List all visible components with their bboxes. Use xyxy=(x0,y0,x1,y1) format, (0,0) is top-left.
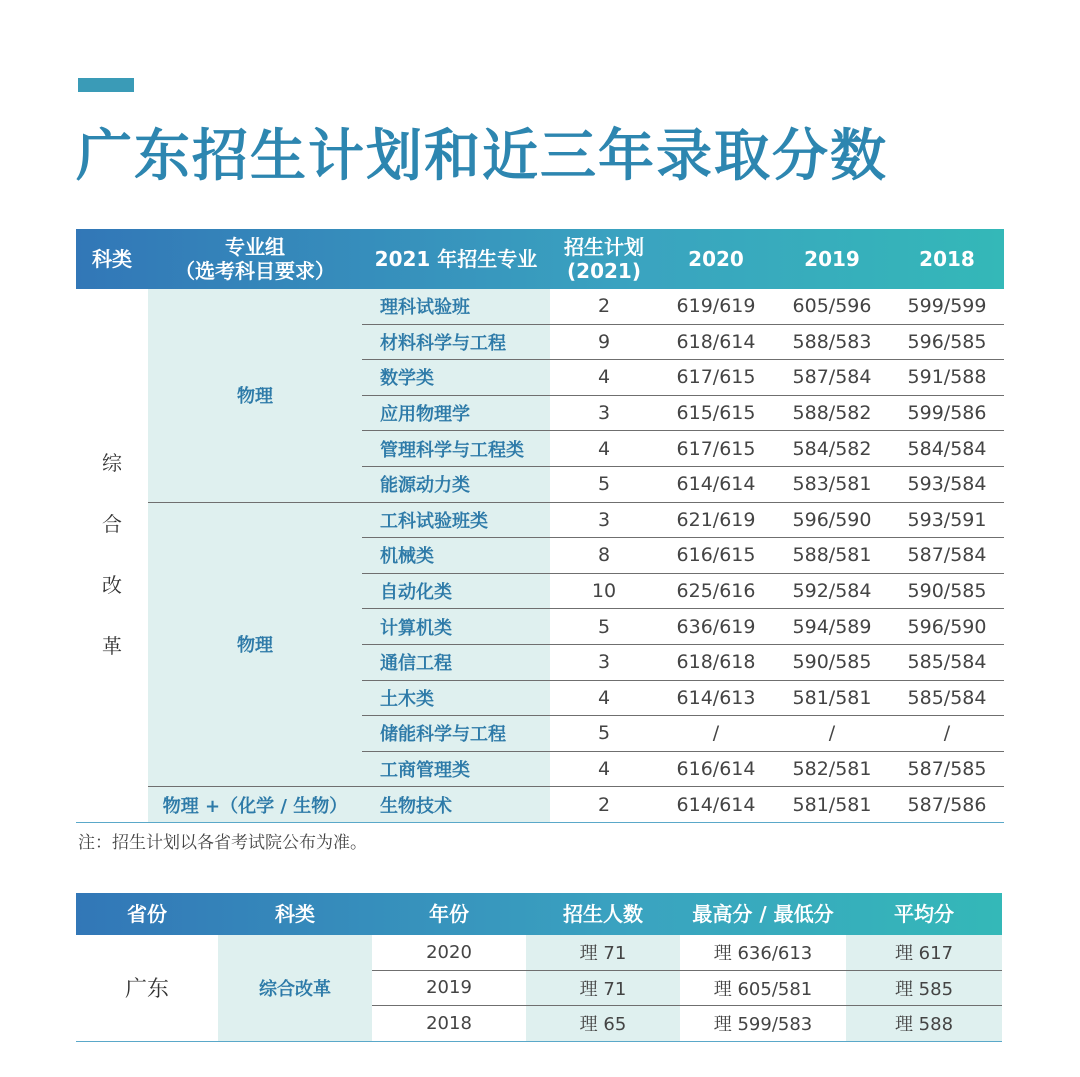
footnote: 注：招生计划以各省考试院公布为准。 xyxy=(78,833,367,853)
summary-year-cell: 2018 xyxy=(372,1006,526,1042)
header-year-2020: 2020 xyxy=(688,247,744,271)
score-2018-cell: 587/586 xyxy=(890,787,1004,823)
major-name-cell: 管理科学与工程类 xyxy=(362,431,550,467)
score-2018-cell: 585/584 xyxy=(890,680,1004,716)
header-year-2018: 2018 xyxy=(919,247,975,271)
major-name-cell: 储能科学与工程 xyxy=(362,716,550,752)
major-name-cell: 计算机类 xyxy=(362,609,550,645)
major-name-cell: 应用物理学 xyxy=(362,395,550,431)
score-2019-cell: / xyxy=(774,716,890,752)
major-name-cell: 理科试验班 xyxy=(362,289,550,324)
score-2018-cell: 587/584 xyxy=(890,538,1004,574)
score-2019-cell: 605/596 xyxy=(774,289,890,324)
summary-header-category: 科类 xyxy=(275,902,315,926)
summary-max-min-cell: 理 599/583 xyxy=(680,1006,846,1042)
score-2019-cell: 588/582 xyxy=(774,395,890,431)
summary-header-max-min: 最高分 / 最低分 xyxy=(692,902,834,926)
table-row xyxy=(76,502,1004,538)
score-2020-cell: 617/615 xyxy=(658,360,774,396)
score-2018-cell: 590/585 xyxy=(890,573,1004,609)
major-name-cell: 机械类 xyxy=(362,538,550,574)
score-2019-cell: 590/585 xyxy=(774,644,890,680)
header-major: 2021 年招生专业 xyxy=(374,247,538,271)
score-2019-cell: 583/581 xyxy=(774,466,890,502)
score-2018-cell: / xyxy=(890,716,1004,752)
summary-year-cell: 2019 xyxy=(372,970,526,1006)
admission-plan-table-body xyxy=(76,289,1004,822)
score-2020-cell: 618/614 xyxy=(658,324,774,360)
admission-summary-table-body xyxy=(76,935,1002,1041)
summary-count-cell: 理 71 xyxy=(526,935,680,970)
score-2020-cell: 625/616 xyxy=(658,573,774,609)
score-2020-cell: 636/619 xyxy=(658,609,774,645)
score-2020-cell: 621/619 xyxy=(658,502,774,538)
plan-count-cell: 4 xyxy=(550,431,658,467)
plan-count-cell: 3 xyxy=(550,502,658,538)
summary-average-cell: 理 585 xyxy=(846,970,1002,1006)
score-2018-cell: 596/590 xyxy=(890,609,1004,645)
table-row xyxy=(76,787,1004,823)
header-plan xyxy=(550,229,658,289)
score-2018-cell: 584/584 xyxy=(890,431,1004,467)
plan-count-cell: 3 xyxy=(550,644,658,680)
major-group-cell: 物理 xyxy=(148,502,362,787)
table-header-row xyxy=(76,229,1004,289)
table-row xyxy=(76,289,1004,324)
summary-header-row xyxy=(76,893,1002,935)
header-year-2019: 2019 xyxy=(804,247,860,271)
score-2020-cell: 617/615 xyxy=(658,431,774,467)
summary-row xyxy=(76,935,1002,970)
score-2018-cell: 591/588 xyxy=(890,360,1004,396)
admission-plan-table xyxy=(76,229,1004,823)
score-2020-cell: 619/619 xyxy=(658,289,774,324)
score-2020-cell: 618/618 xyxy=(658,644,774,680)
summary-header-year: 年份 xyxy=(429,902,469,926)
score-2020-cell: 616/614 xyxy=(658,751,774,787)
score-2020-cell: / xyxy=(658,716,774,752)
summary-average-cell: 理 617 xyxy=(846,935,1002,970)
score-2018-cell: 585/584 xyxy=(890,644,1004,680)
major-name-cell: 工商管理类 xyxy=(362,751,550,787)
score-2019-cell: 592/584 xyxy=(774,573,890,609)
plan-count-cell: 4 xyxy=(550,360,658,396)
major-name-cell: 能源动力类 xyxy=(362,466,550,502)
score-2018-cell: 593/584 xyxy=(890,466,1004,502)
summary-count-cell: 理 65 xyxy=(526,1006,680,1042)
summary-category-cell: 综合改革 xyxy=(218,935,372,1041)
score-2020-cell: 614/614 xyxy=(658,787,774,823)
score-2019-cell: 581/581 xyxy=(774,787,890,823)
major-name-cell: 数学类 xyxy=(362,360,550,396)
score-2018-cell: 599/599 xyxy=(890,289,1004,324)
score-2018-cell: 593/591 xyxy=(890,502,1004,538)
header-major-group-line1: 专业组 xyxy=(225,235,285,259)
score-2018-cell: 599/586 xyxy=(890,395,1004,431)
header-category: 科类 xyxy=(92,247,132,271)
province-cell: 广东 xyxy=(76,935,218,1041)
header-major-group xyxy=(148,229,362,289)
score-2019-cell: 582/581 xyxy=(774,751,890,787)
score-2019-cell: 584/582 xyxy=(774,431,890,467)
page-title: 广东招生计划和近三年录取分数 xyxy=(76,124,888,189)
score-2018-cell: 596/585 xyxy=(890,324,1004,360)
title-accent-bar xyxy=(78,78,134,92)
plan-count-cell: 3 xyxy=(550,395,658,431)
score-2019-cell: 587/584 xyxy=(774,360,890,396)
summary-count-cell: 理 71 xyxy=(526,970,680,1006)
admission-summary-table xyxy=(76,893,1002,1042)
major-name-cell: 土木类 xyxy=(362,680,550,716)
plan-count-cell: 4 xyxy=(550,680,658,716)
category-char: 综 xyxy=(102,451,122,476)
header-plan-line2: (2021) xyxy=(567,259,641,283)
category-cell xyxy=(76,289,148,822)
plan-count-cell: 5 xyxy=(550,716,658,752)
header-major-group-line2: （选考科目要求） xyxy=(175,259,335,283)
category-char: 合 xyxy=(102,512,122,537)
major-name-cell: 通信工程 xyxy=(362,644,550,680)
score-2020-cell: 614/614 xyxy=(658,466,774,502)
summary-header-count: 招生人数 xyxy=(563,902,643,926)
summary-header-average: 平均分 xyxy=(894,902,954,926)
major-name-cell: 生物技术 xyxy=(362,787,550,823)
score-2019-cell: 596/590 xyxy=(774,502,890,538)
summary-max-min-cell: 理 636/613 xyxy=(680,935,846,970)
summary-max-min-cell: 理 605/581 xyxy=(680,970,846,1006)
major-group-cell: 物理 +（化学 / 生物） xyxy=(148,787,362,823)
score-2020-cell: 616/615 xyxy=(658,538,774,574)
score-2019-cell: 588/583 xyxy=(774,324,890,360)
major-name-cell: 工科试验班类 xyxy=(362,502,550,538)
score-2018-cell: 587/585 xyxy=(890,751,1004,787)
score-2020-cell: 615/615 xyxy=(658,395,774,431)
plan-count-cell: 9 xyxy=(550,324,658,360)
header-plan-line1: 招生计划 xyxy=(564,235,644,259)
plan-count-cell: 10 xyxy=(550,573,658,609)
plan-count-cell: 2 xyxy=(550,289,658,324)
plan-count-cell: 5 xyxy=(550,466,658,502)
score-2019-cell: 581/581 xyxy=(774,680,890,716)
category-char: 革 xyxy=(102,634,122,659)
plan-count-cell: 2 xyxy=(550,787,658,823)
score-2019-cell: 594/589 xyxy=(774,609,890,645)
score-2020-cell: 614/613 xyxy=(658,680,774,716)
plan-count-cell: 5 xyxy=(550,609,658,645)
major-group-cell: 物理 xyxy=(148,289,362,502)
score-2019-cell: 588/581 xyxy=(774,538,890,574)
summary-average-cell: 理 588 xyxy=(846,1006,1002,1042)
category-char: 改 xyxy=(102,573,122,598)
summary-year-cell: 2020 xyxy=(372,935,526,970)
major-name-cell: 材料科学与工程 xyxy=(362,324,550,360)
summary-header-province: 省份 xyxy=(127,902,167,926)
major-name-cell: 自动化类 xyxy=(362,573,550,609)
plan-count-cell: 8 xyxy=(550,538,658,574)
plan-count-cell: 4 xyxy=(550,751,658,787)
